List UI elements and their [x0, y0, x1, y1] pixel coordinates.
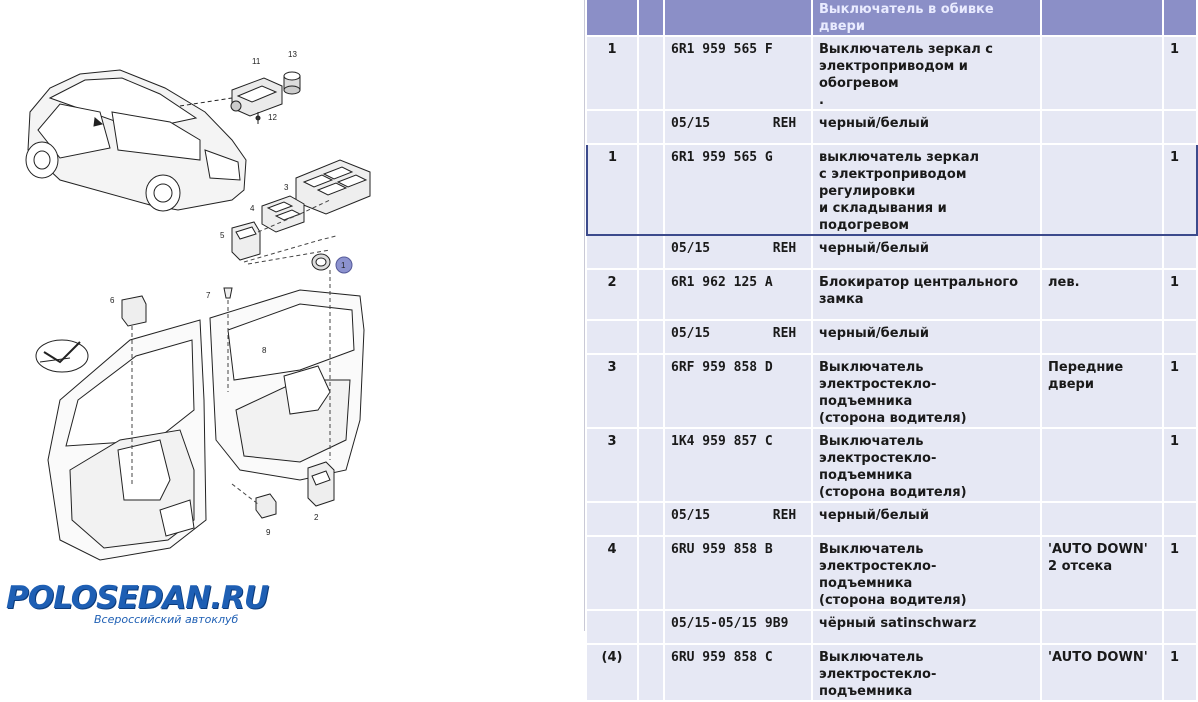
note-cell: [1041, 502, 1163, 536]
header-cell: [1163, 0, 1197, 36]
callout-11: 11: [252, 57, 261, 66]
qty-cell: 1: [1163, 144, 1197, 235]
callout-8: 7: [206, 291, 211, 300]
header-cell: [638, 0, 664, 36]
qty-cell: 1: [1163, 269, 1197, 320]
part-number-cell: 6R1 959 565 G: [664, 144, 812, 235]
note-cell: [1041, 235, 1163, 269]
spacer-cell: [638, 36, 664, 110]
note-cell: [1041, 320, 1163, 354]
header-title: Выключатель в обивке двери: [812, 0, 1041, 36]
pos-cell: [587, 502, 638, 536]
part-6-switch: [122, 296, 146, 326]
callout-1: 1: [341, 261, 346, 270]
pos-cell: (4): [587, 644, 638, 701]
callout-3: 3: [284, 183, 289, 192]
note-cell: 'AUTO DOWN' 2 отсека: [1041, 536, 1163, 610]
description-cell: выключатель зеркал с электроприводом регулировки и складывания и подогревом: [812, 144, 1041, 235]
part-7-switch: [256, 494, 276, 518]
description-cell: Выключатель электростекло- подъемника: [812, 644, 1041, 701]
table-row[interactable]: [587, 320, 1197, 354]
part-number-cell: 6RU 959 858 B: [664, 536, 812, 610]
part-13-knob: [284, 72, 300, 94]
callout-9: 8: [262, 346, 267, 355]
pos-cell: [587, 320, 638, 354]
note-cell: 'AUTO DOWN': [1041, 644, 1163, 701]
part-2-lock-switch: [308, 462, 334, 506]
header-cell: [1041, 0, 1163, 36]
note-cell: [1041, 428, 1163, 502]
table-row[interactable]: [587, 644, 1197, 701]
pos-cell: 1: [587, 36, 638, 110]
part-number-cell: 6RF 959 858 D: [664, 354, 812, 428]
description-cell: чёрный satinschwarz: [812, 610, 1041, 644]
vw-orientation-mark: [36, 340, 88, 372]
description-cell: Выключатель электростекло- подъемника (сторона водителя): [812, 428, 1041, 502]
callout-5: 5: [220, 231, 225, 240]
part-number-cell: 6R1 959 565 F: [664, 36, 812, 110]
description-cell: Выключатель электростекло- подъемника (сторона водителя): [812, 536, 1041, 610]
header-cell: [664, 0, 812, 36]
table-row[interactable]: [587, 536, 1197, 610]
callout-4: 4: [250, 204, 255, 213]
table-row[interactable]: [587, 110, 1197, 144]
spacer-cell: [638, 610, 664, 644]
note-cell: [1041, 110, 1163, 144]
callout-6: 6: [110, 296, 115, 305]
description-cell: Блокиратор центрального замка: [812, 269, 1041, 320]
spacer-cell: [638, 110, 664, 144]
pos-cell: 3: [587, 354, 638, 428]
pos-cell: [587, 235, 638, 269]
qty-cell: [1163, 502, 1197, 536]
qty-cell: 1: [1163, 644, 1197, 701]
qty-cell: [1163, 235, 1197, 269]
table-row[interactable]: [587, 610, 1197, 644]
part-number-cell: 05/15 REH: [664, 320, 812, 354]
table-row[interactable]: [587, 269, 1197, 320]
part-number-cell: 05/15 REH: [664, 502, 812, 536]
watermark-tagline: Всероссийский автоклуб: [94, 613, 239, 626]
description-cell: черный/белый: [812, 502, 1041, 536]
parts-table: [586, 0, 1198, 702]
part-1-mirror-knob: [312, 254, 330, 270]
pos-cell: 3: [587, 428, 638, 502]
qty-cell: [1163, 320, 1197, 354]
part-number-cell: 05/15 REH: [664, 110, 812, 144]
spacer-cell: [638, 144, 664, 235]
callout-13: 13: [288, 50, 297, 59]
note-cell: [1041, 144, 1163, 235]
pos-cell: [587, 110, 638, 144]
spacer-cell: [638, 354, 664, 428]
spacer-cell: [638, 536, 664, 610]
qty-cell: [1163, 610, 1197, 644]
description-cell: Выключатель зеркал с электроприводом и обогревом .: [812, 36, 1041, 110]
part-number-cell: 05/15-05/15 9B9: [664, 610, 812, 644]
spacer-cell: [638, 235, 664, 269]
table-row[interactable]: [587, 354, 1197, 428]
panel-divider[interactable]: [584, 0, 585, 631]
qty-cell: 1: [1163, 536, 1197, 610]
description-cell: черный/белый: [812, 235, 1041, 269]
spacer-cell: [638, 269, 664, 320]
parts-diagram-panel: [0, 0, 584, 631]
part-number-cell: 6RU 959 858 C: [664, 644, 812, 701]
part-number-cell: 1K4 959 857 C: [664, 428, 812, 502]
spacer-cell: [638, 320, 664, 354]
table-row[interactable]: [587, 36, 1197, 110]
table-row[interactable]: [587, 235, 1197, 269]
part-11-housing: [231, 78, 282, 116]
qty-cell: 1: [1163, 36, 1197, 110]
callout-2: 2: [314, 513, 319, 522]
part-5-switch: [232, 222, 260, 260]
car-illustration: [26, 70, 246, 211]
description-cell: Выключатель электростекло- подъемника (сторона водителя): [812, 354, 1041, 428]
note-cell: Передние двери: [1041, 354, 1163, 428]
parts-list-panel: [586, 0, 1196, 699]
polosedan-watermark: [6, 580, 269, 626]
watermark-site: POLOSEDAN.RU: [6, 580, 269, 616]
exploded-parts-diagram: [0, 0, 584, 631]
qty-cell: [1163, 110, 1197, 144]
note-cell: лев.: [1041, 269, 1163, 320]
spacer-cell: [638, 428, 664, 502]
pos-cell: 4: [587, 536, 638, 610]
part-number-cell: 05/15 REH: [664, 235, 812, 269]
spacer-cell: [638, 644, 664, 701]
part-number-cell: 6R1 962 125 A: [664, 269, 812, 320]
qty-cell: 1: [1163, 428, 1197, 502]
callout-1-highlight[interactable]: [336, 257, 352, 273]
front-door-panel: [210, 290, 364, 480]
qty-cell: 1: [1163, 354, 1197, 428]
table-header-row: [587, 0, 1197, 36]
table-row[interactable]: [587, 144, 1197, 235]
note-cell: [1041, 36, 1163, 110]
description-cell: черный/белый: [812, 320, 1041, 354]
header-cell: [587, 0, 638, 36]
pos-cell: [587, 610, 638, 644]
spacer-cell: [638, 502, 664, 536]
table-row[interactable]: [587, 502, 1197, 536]
part-4-switch-pack: [262, 196, 304, 232]
part-3-switch-pack: [296, 160, 370, 214]
callout-7: 9: [266, 528, 271, 537]
pos-cell: 2: [587, 269, 638, 320]
description-cell: черный/белый: [812, 110, 1041, 144]
table-row[interactable]: [587, 428, 1197, 502]
note-cell: [1041, 610, 1163, 644]
callout-12: 12: [268, 113, 277, 122]
pos-cell: 1: [587, 144, 638, 235]
